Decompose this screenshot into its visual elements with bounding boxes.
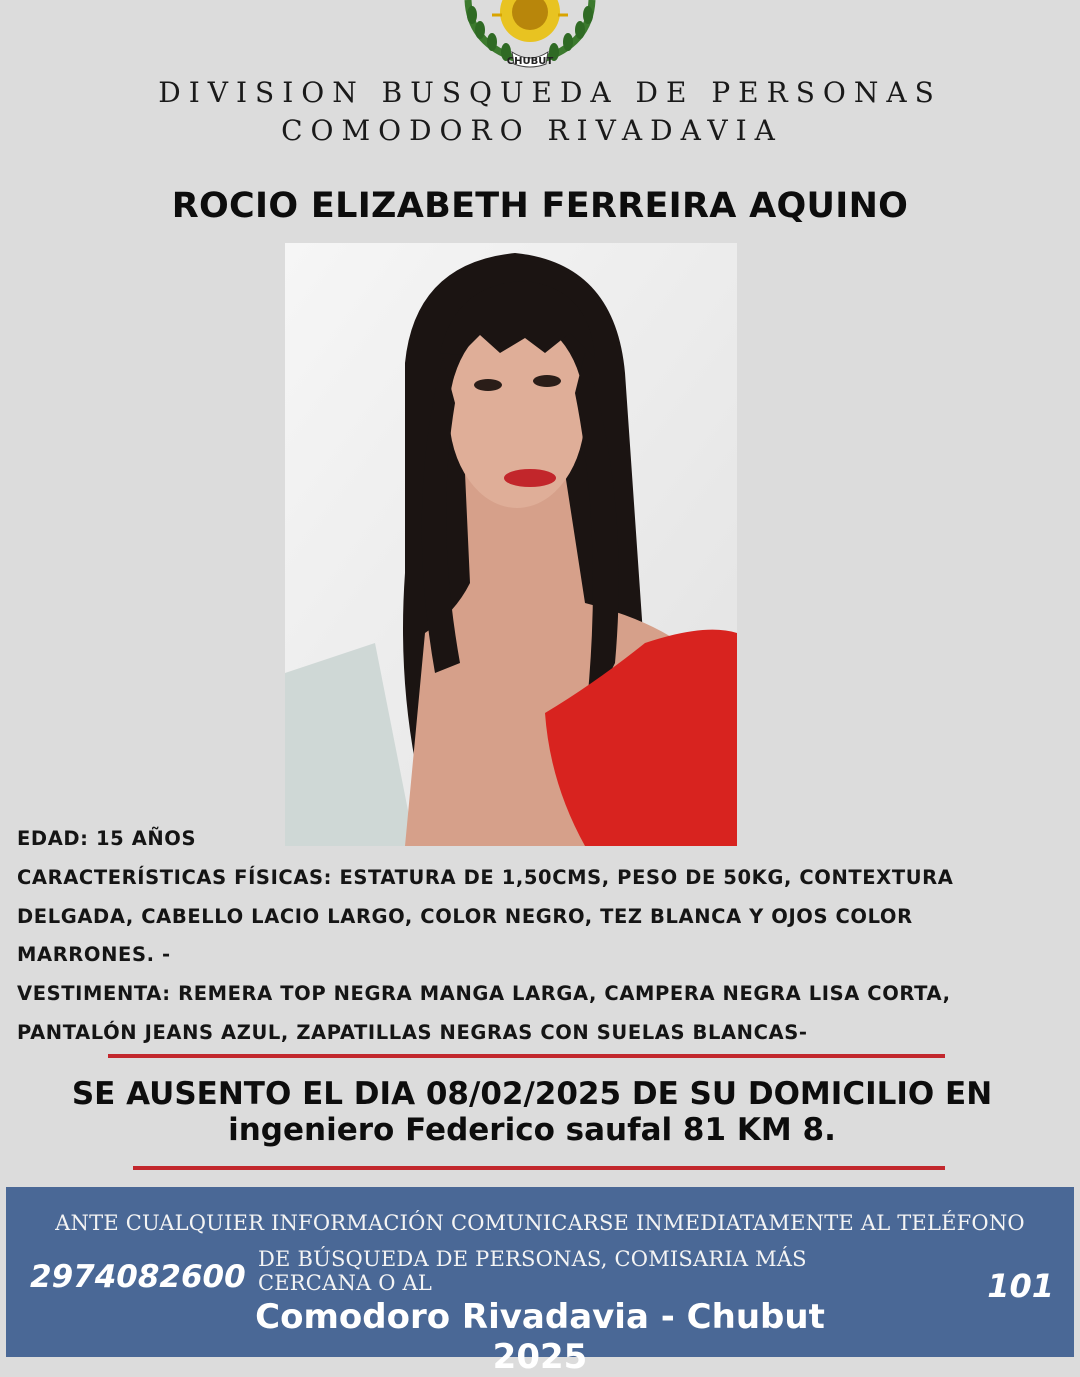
divider-bottom bbox=[133, 1166, 945, 1170]
seal-text: CHUBUT bbox=[506, 56, 554, 67]
physical-description-line3: MARRONES. - bbox=[17, 943, 171, 967]
absence-line2: ingeniero Federico saufal 81 KM 8. bbox=[228, 1112, 836, 1148]
missing-person-name: ROCIO ELIZABETH FERREIRA AQUINO bbox=[171, 186, 909, 226]
age-text: EDAD: 15 AÑOS bbox=[17, 827, 197, 850]
contact-info-line2: DE BÚSQUEDA DE PERSONAS, COMISARIA MÁS CERCANA O AL bbox=[258, 1247, 807, 1295]
divider-top bbox=[108, 1054, 945, 1058]
contact-info-line1: ANTE CUALQUIER INFORMACIÓN COMUNICARSE INMEDIATAMENTE AL TELÉFONO bbox=[55, 1211, 1025, 1235]
absence-statement bbox=[0, 1076, 1080, 1148]
absence-line1: SE AUSENTO EL DIA 08/02/2025 DE SU DOMICILIO EN bbox=[71, 1076, 993, 1112]
org-title-line2: COMODORO RIVADAVIA bbox=[281, 114, 783, 147]
org-title-line1: DIVISION BUSQUEDA DE PERSONAS bbox=[158, 76, 942, 109]
contact-footer bbox=[6, 1187, 1074, 1377]
location-text: Comodoro Rivadavia - Chubut bbox=[255, 1297, 825, 1337]
contact-phone-number[interactable]: 2974082600 bbox=[30, 1259, 246, 1295]
person-details bbox=[17, 820, 1067, 1053]
physical-description-line1: CARACTERÍSTICAS FÍSICAS: ESTATURA DE 1,50CMS, PESO DE 50KG, CONTEXTURA bbox=[17, 865, 954, 889]
clothing-description-line1: VESTIMENTA: REMERA TOP NEGRA MANGA LARGA, CAMPERA NEGRA LISA CORTA, bbox=[17, 982, 951, 1006]
physical-description-line2: DELGADA, CABELLO LACIO LARGO, COLOR NEGRO, TEZ BLANCA Y OJOS COLOR bbox=[17, 904, 913, 928]
missing-person-photo bbox=[285, 243, 737, 846]
clothing-description-line2: PANTALÓN JEANS AZUL, ZAPATILLAS NEGRAS CON SUELAS BLANCAS- bbox=[17, 1020, 808, 1044]
year-text: 2025 bbox=[492, 1337, 588, 1377]
emergency-number[interactable]: 101 bbox=[987, 1267, 1054, 1305]
chubut-seal-logo bbox=[450, 0, 610, 70]
